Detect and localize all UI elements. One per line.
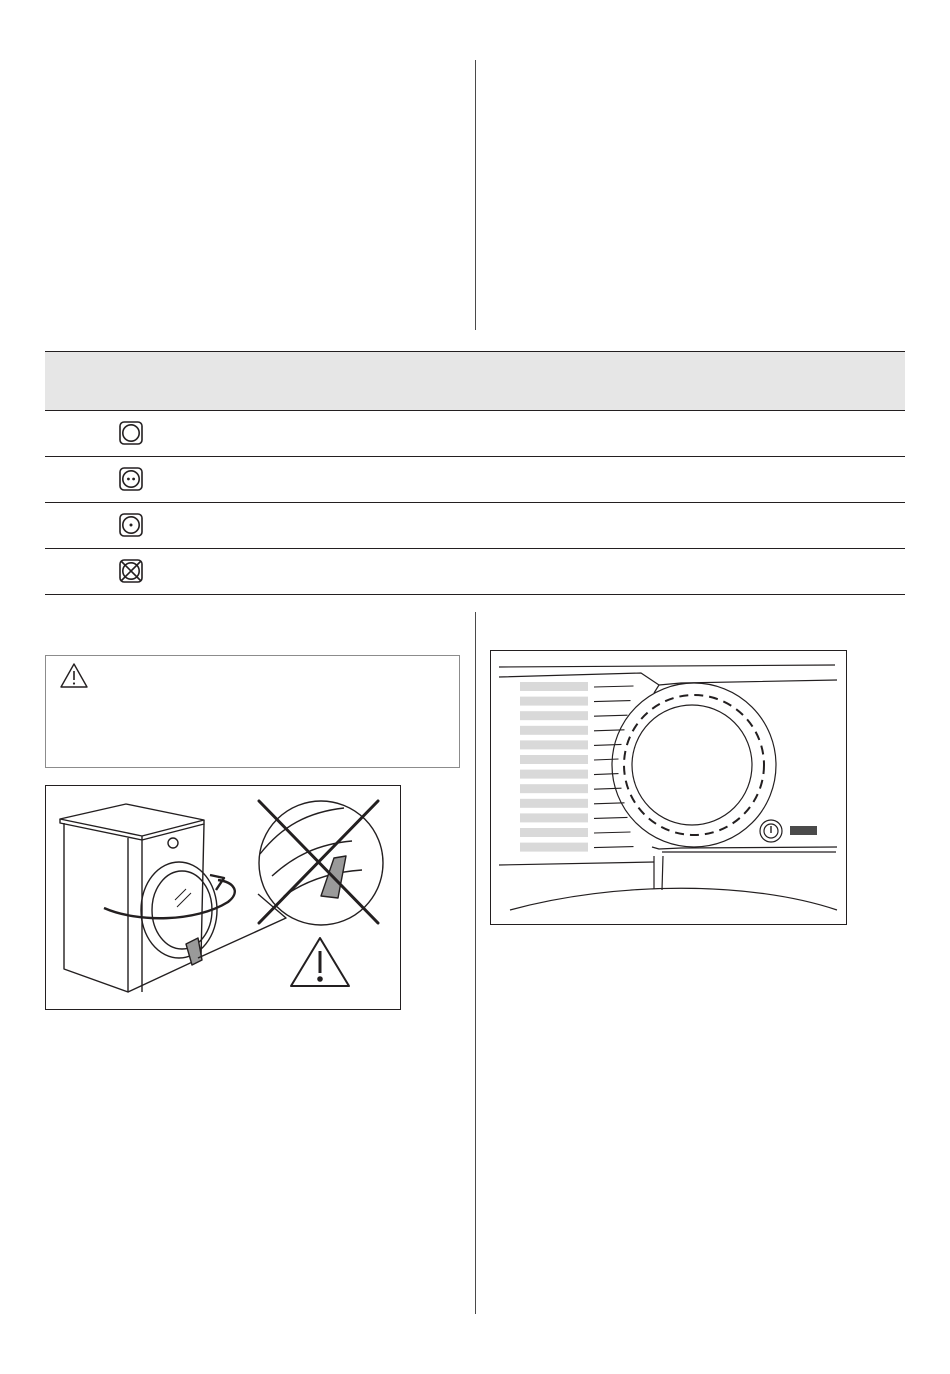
table-row: [45, 457, 905, 503]
program-leader-line: [594, 847, 634, 848]
program-label-bar: [520, 843, 588, 852]
program-labels: [520, 682, 634, 852]
tumble-dry-dots-icon: [119, 467, 143, 491]
program-leader-line: [594, 686, 634, 687]
program-label-bar: [520, 828, 588, 837]
column-divider-top: [475, 60, 476, 330]
power-button-icon: [760, 820, 782, 842]
program-label-bar: [520, 711, 588, 720]
control-panel-drawing: [491, 651, 848, 926]
program-leader-line: [594, 715, 628, 716]
program-label-bar: [520, 726, 588, 735]
program-leader-line: [594, 774, 619, 775]
table-row: [45, 549, 905, 595]
warning-triangle-icon: [59, 662, 89, 689]
no-x-icon: [259, 801, 378, 923]
program-label-bar: [520, 770, 588, 779]
warning-box: [45, 655, 460, 768]
program-label-bar: [520, 784, 588, 793]
do-not-tumble-dry-icon: [119, 559, 143, 583]
program-label-bar: [520, 682, 588, 691]
control-panel-illustration: [490, 650, 847, 925]
program-label-bar: [520, 755, 588, 764]
column-divider-bottom: [475, 612, 476, 1314]
program-leader-line: [594, 701, 631, 702]
program-leader-line: [594, 817, 628, 818]
program-label-bar: [520, 740, 588, 749]
program-leader-line: [594, 744, 622, 745]
table-row: [45, 503, 905, 549]
tumble-dry-dot-icon: [119, 513, 143, 537]
warning-triangle-icon: [291, 938, 349, 986]
program-leader-line: [594, 803, 625, 804]
door-illustration: [45, 785, 401, 1010]
table-header: [45, 351, 905, 411]
care-symbols-table: [45, 351, 905, 595]
program-label-bar: [520, 697, 588, 706]
program-label-bar: [520, 799, 588, 808]
program-leader-line: [594, 759, 619, 760]
start-pause-indicator: [790, 826, 817, 835]
table-row: [45, 411, 905, 457]
program-label-bar: [520, 813, 588, 822]
tumble-dry-normal-icon: [119, 421, 143, 445]
program-leader-line: [594, 832, 631, 833]
program-leader-line: [594, 788, 622, 789]
dryer-door-drawing: [46, 786, 402, 1011]
